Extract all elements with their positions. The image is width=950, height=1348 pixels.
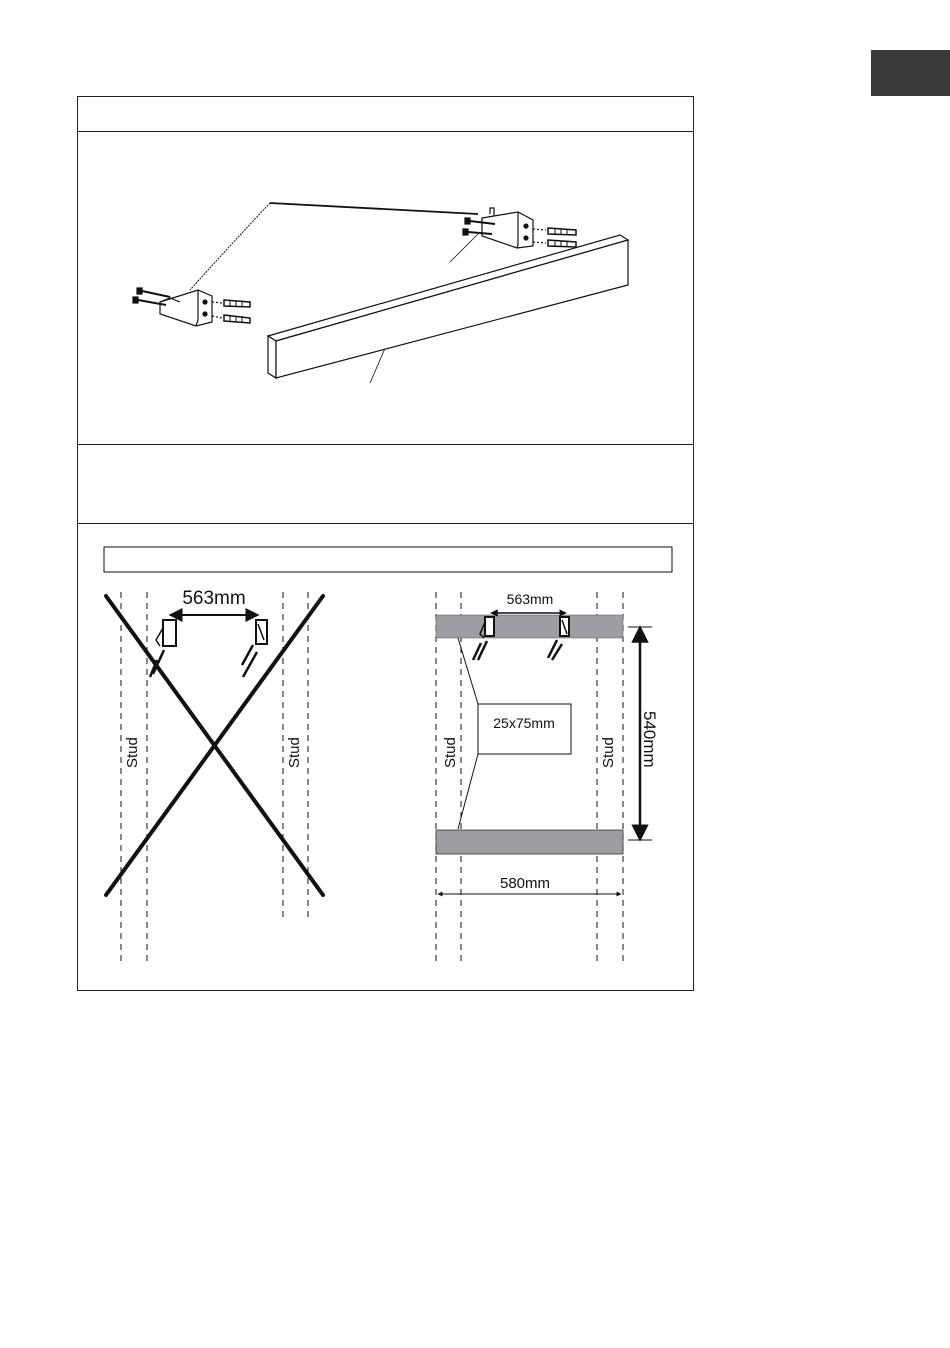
right-wall-bracket-icon	[482, 208, 533, 248]
pointer-line-top	[270, 203, 478, 214]
dimension-580: 580mm	[499, 875, 551, 892]
stud-lines-left	[121, 592, 308, 965]
section-header-box	[104, 547, 672, 572]
right-wall-plugs-icon	[533, 228, 576, 247]
incorrect-mounting-diagram	[106, 588, 323, 965]
dimension-563-right: 563mm	[506, 591, 554, 607]
stud-label-left-1: Stud	[124, 737, 141, 768]
bracket-left-2-icon	[242, 620, 267, 677]
bottom-batten	[436, 830, 623, 854]
bracket-assembly-illustration	[133, 203, 628, 383]
top-batten	[436, 615, 623, 638]
stud-label-right-2: Stud	[600, 737, 617, 768]
dimension-540: 540mm	[640, 711, 659, 768]
stud-label-left-2: Stud	[286, 737, 303, 768]
batten-size-label: 25x75mm	[493, 715, 555, 731]
stud-lines-right	[436, 592, 623, 965]
bracket-left-1-icon	[150, 620, 176, 677]
stud-label-right-1: Stud	[442, 737, 459, 768]
pointer-line-right-bracket	[450, 232, 480, 262]
correct-mounting-diagram	[436, 591, 659, 965]
left-wall-plugs-icon	[212, 300, 250, 323]
batten-callout-lines	[458, 638, 478, 829]
dimension-563-wrong: 563mm	[182, 588, 246, 609]
pointer-line-left	[190, 203, 270, 290]
wooden-batten-board	[268, 235, 628, 378]
left-wall-bracket-icon	[160, 290, 212, 326]
